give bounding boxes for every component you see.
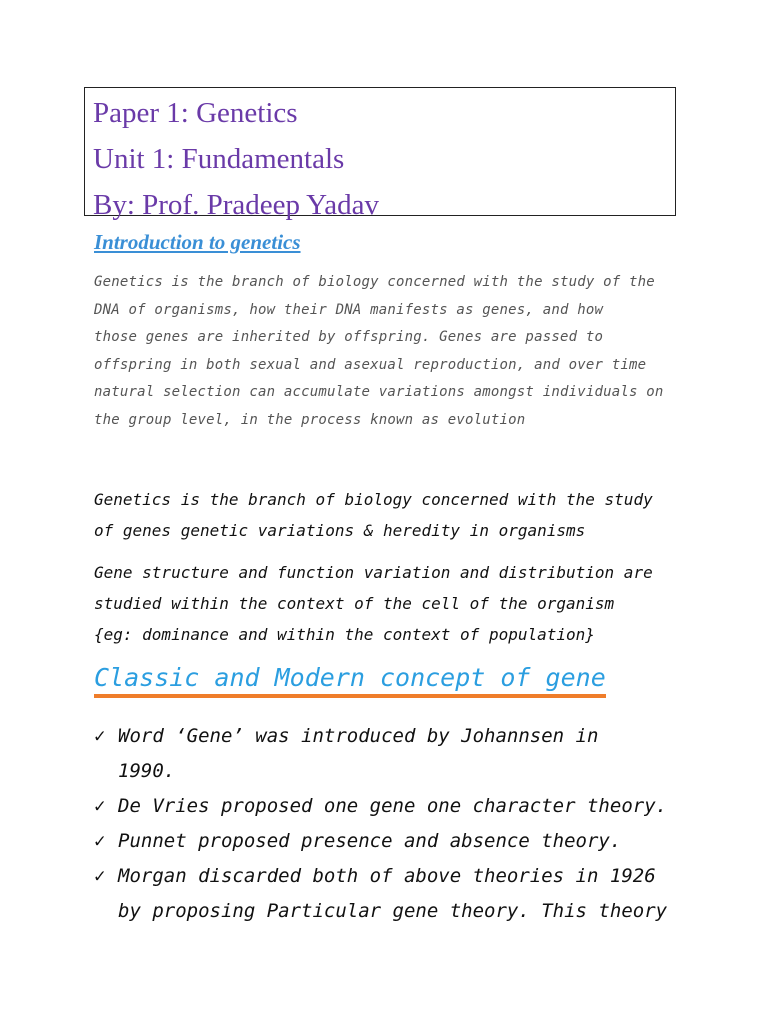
definition-paragraph-2: [94, 557, 714, 650]
list-item: [94, 719, 734, 789]
paper-title: Paper 1: Genetics: [93, 97, 298, 129]
unit-title: Unit 1: Fundamentals: [93, 143, 345, 175]
intro-heading: Introduction to genetics: [94, 230, 301, 254]
bullet-text-line: De Vries proposed one gene one character theory.: [118, 795, 668, 817]
bullet-text-line: by proposing Particular gene theory. This theory: [118, 900, 668, 922]
bullet-text-line: Morgan discarded both of above theories in 1926: [118, 865, 656, 887]
definition-line: studied within the context of the cell of the organism: [94, 594, 615, 613]
definition-line: of genes genetic variations & heredity in organisms: [94, 521, 586, 540]
definition-line: {eg: dominance and within the context of population}: [94, 625, 595, 644]
title-box: [84, 87, 676, 221]
list-item: [94, 824, 734, 859]
definition-line: Genetics is the branch of biology concerned with the study: [94, 490, 653, 509]
intro-line: the group level, in the process known as evolution: [94, 411, 526, 428]
intro-line: Genetics is the branch of biology concerned with the study of the: [94, 274, 655, 290]
concept-bullet-list: [94, 719, 734, 929]
intro-line: DNA of organisms, how their DNA manifests as genes, and how: [94, 301, 604, 318]
author-line: By: Prof. Pradeep Yadav: [93, 189, 379, 221]
intro-paragraph: [94, 269, 694, 434]
intro-line: natural selection can accumulate variations amongst individuals on: [94, 384, 664, 400]
concept-heading: Classic and Modern concept of gene: [94, 663, 606, 698]
bullet-text-line: Word ‘Gene’ was introduced by Johannsen in: [118, 725, 599, 747]
list-item: [94, 789, 734, 824]
intro-line: those genes are inherited by offspring. Genes are passed to: [94, 329, 604, 345]
intro-line: offspring in both sexual and asexual reproduction, and over time: [94, 356, 647, 373]
bullet-text-line: 1990.: [118, 760, 176, 782]
definition-paragraph-1: [94, 484, 714, 546]
check-icon: ✓: [94, 830, 106, 852]
check-icon: ✓: [94, 795, 106, 817]
check-icon: ✓: [94, 725, 106, 747]
list-item: [94, 859, 734, 929]
check-icon: ✓: [94, 865, 106, 887]
bullet-text-line: Punnet proposed presence and absence theory.: [118, 830, 622, 852]
definition-line: Gene structure and function variation and distribution are: [94, 563, 653, 582]
